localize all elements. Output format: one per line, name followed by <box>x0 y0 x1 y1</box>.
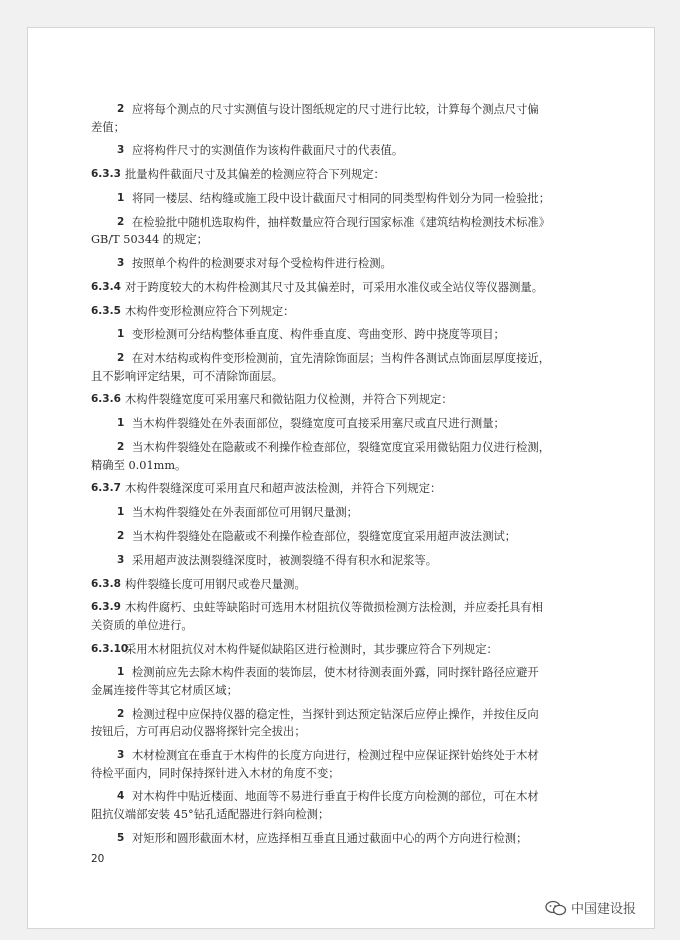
continuation-line <box>91 368 571 386</box>
continuation-line <box>91 617 571 635</box>
line-text: 在检验批中随机选取构件，抽样数量应符合现行国家标准《建筑结构检测技术标准》 <box>132 215 550 229</box>
list-item <box>91 788 571 806</box>
line-text: 木材检测宜在垂直于木构件的长度方向进行，检测过程中应保证探针始终处于木材 <box>132 749 539 763</box>
list-item <box>91 439 571 457</box>
line-text: 差值； <box>91 120 125 134</box>
line-text: GB/T 50344 的规定； <box>91 233 208 247</box>
document-body <box>91 101 571 847</box>
line-text: 变形检测可分结构整体垂直度、构件垂直度、弯曲变形、跨中挠度等项目； <box>132 328 505 342</box>
item-number: 1 <box>117 666 125 679</box>
list-item <box>91 528 571 546</box>
clause-line <box>91 303 571 321</box>
line-text: 对矩形和圆形截面木材，应选择相互垂直且通过截面中心的两个方向进行检测； <box>132 831 528 845</box>
line-text: 当木构件裂缝处在外表面部位可用钢尺量测； <box>132 506 358 520</box>
line-text: 按照单个构件的检测要求对每个受检构件进行检测。 <box>132 256 392 270</box>
item-number: 2 <box>117 103 125 115</box>
line-text: 精确至 0.01mm。 <box>91 458 187 472</box>
clause-line <box>91 480 571 498</box>
line-text: 在对木结构或构件变形检测前，宜先清除饰面层；当构件各测试点饰面层厚度接近， <box>132 352 550 366</box>
list-item <box>91 706 571 724</box>
line-text: 且不影响评定结果，可不清除饰面层。 <box>91 369 284 383</box>
continuation-line <box>91 723 571 741</box>
clause-line <box>91 391 571 409</box>
line-text: 对于跨度较大的木构件检测其尺寸及其偏差时，可采用水准仪或全站仪等仪器测量。 <box>125 280 543 294</box>
line-text: 阻抗仪端部安装 45°钻孔适配器进行斜向检测； <box>91 807 330 821</box>
item-number: 4 <box>117 790 125 803</box>
line-text: 当木构件裂缝处在隐蔽或不利操作检查部位，裂缝宽度宜采用微钻阻力仪进行检测， <box>132 441 550 455</box>
item-number: 3 <box>117 256 125 269</box>
line-text: 关资质的单位进行。 <box>91 618 193 632</box>
continuation-line <box>91 682 571 700</box>
line-text: 对木构件中贴近楼面、地面等不易进行垂直于构件长度方向检测的部位，可在木材 <box>132 790 539 804</box>
line-text: 金属连接件等其它材质区域； <box>91 683 238 697</box>
item-number: 1 <box>117 506 125 519</box>
item-number: 3 <box>117 553 125 566</box>
line-text: 待检平面内，同时保持探针进入木材的角度不变； <box>91 766 340 780</box>
clause-number: 6.3.3 <box>91 168 121 181</box>
clause-number: 6.3.6 <box>91 393 121 406</box>
list-item <box>91 214 571 232</box>
page-number: 20 <box>91 853 105 865</box>
list-item <box>91 664 571 682</box>
clause-line <box>91 599 571 617</box>
item-number: 2 <box>117 215 125 228</box>
line-text: 木构件裂缝深度可采用直尺和超声波法检测，并符合下列规定： <box>125 482 442 496</box>
continuation-line <box>91 806 571 824</box>
clause-line <box>91 641 571 659</box>
item-number: 2 <box>117 441 125 454</box>
line-text: 当木构件裂缝处在隐蔽或不利操作检查部位，裂缝宽度宜采用超声波法测试； <box>132 529 517 543</box>
list-item <box>91 747 571 765</box>
clause-number: 6.3.7 <box>91 482 121 495</box>
item-number: 3 <box>117 749 125 762</box>
item-number: 2 <box>117 352 125 365</box>
continuation-line <box>91 457 571 475</box>
line-text: 应将构件尺寸的实测值作为该构件截面尺寸的代表值。 <box>132 144 404 158</box>
list-item <box>91 190 571 208</box>
continuation-line <box>91 119 571 137</box>
list-item <box>91 255 571 273</box>
clause-number: 6.3.9 <box>91 601 121 614</box>
clause-number: 6.3.5 <box>91 304 121 317</box>
clause-line <box>91 576 571 594</box>
list-item <box>91 552 571 570</box>
line-text: 检测前应先去除木构件表面的装饰层，使木材待测表面外露，同时探针路径应避开 <box>132 666 539 680</box>
list-item <box>91 504 571 522</box>
item-number: 2 <box>117 529 125 542</box>
item-number: 3 <box>117 144 125 157</box>
list-item <box>91 326 571 344</box>
line-text: 采用木材阻抗仪对木构件疑似缺陷区进行检测时，其步骤应符合下列规定： <box>125 642 498 656</box>
watermark-text: 中国建设报 <box>571 902 637 917</box>
item-number: 1 <box>117 417 125 430</box>
clause-number: 6.3.8 <box>91 577 121 590</box>
list-item <box>91 830 571 848</box>
line-text: 将同一楼层、结构缝或施工段中设计截面尺寸相同的同类型构件划分为同一检验批； <box>132 191 550 205</box>
line-text: 木构件变形检测应符合下列规定： <box>125 304 295 318</box>
continuation-line <box>91 231 571 249</box>
list-item <box>91 101 571 119</box>
line-text: 采用超声波法测裂缝深度时，被测裂缝不得有积水和泥浆等。 <box>132 553 438 567</box>
item-number: 1 <box>117 328 125 341</box>
continuation-line <box>91 765 571 783</box>
item-number: 5 <box>117 831 125 844</box>
item-number: 1 <box>117 191 125 204</box>
list-item <box>91 350 571 368</box>
watermark <box>545 898 636 917</box>
line-text: 当木构件裂缝处在外表面部位，裂缝宽度可直接采用塞尺或直尺进行测量； <box>132 417 505 431</box>
clause-number: 6.3.4 <box>91 280 121 293</box>
line-text: 应将每个测点的尺寸实测值与设计图纸规定的尺寸进行比较，计算每个测点尺寸偏 <box>132 103 539 116</box>
clause-line <box>91 166 571 184</box>
item-number: 2 <box>117 707 125 720</box>
wechat-icon <box>545 900 567 916</box>
clause-number: 6.3.10 <box>91 642 129 655</box>
clause-line <box>91 279 571 297</box>
line-text: 检测过程中应保持仪器的稳定性，当探针到达预定钻深后应停止操作，并按住反向 <box>132 707 539 721</box>
line-text: 批量构件截面尺寸及其偏差的检测应符合下列规定： <box>125 168 385 182</box>
line-text: 木构件腐朽、虫蛀等缺陷时可选用木材阻抗仪等微损检测方法检测，并应委托具有相 <box>125 601 543 615</box>
line-text: 构件裂缝长度可用钢尺或卷尺量测。 <box>125 577 306 591</box>
list-item <box>91 142 571 160</box>
line-text: 按钮后，方可再启动仪器将探针完全拔出； <box>91 725 306 739</box>
line-text: 木构件裂缝宽度可采用塞尺和微钻阻力仪检测，并符合下列规定： <box>125 393 453 407</box>
list-item <box>91 415 571 433</box>
